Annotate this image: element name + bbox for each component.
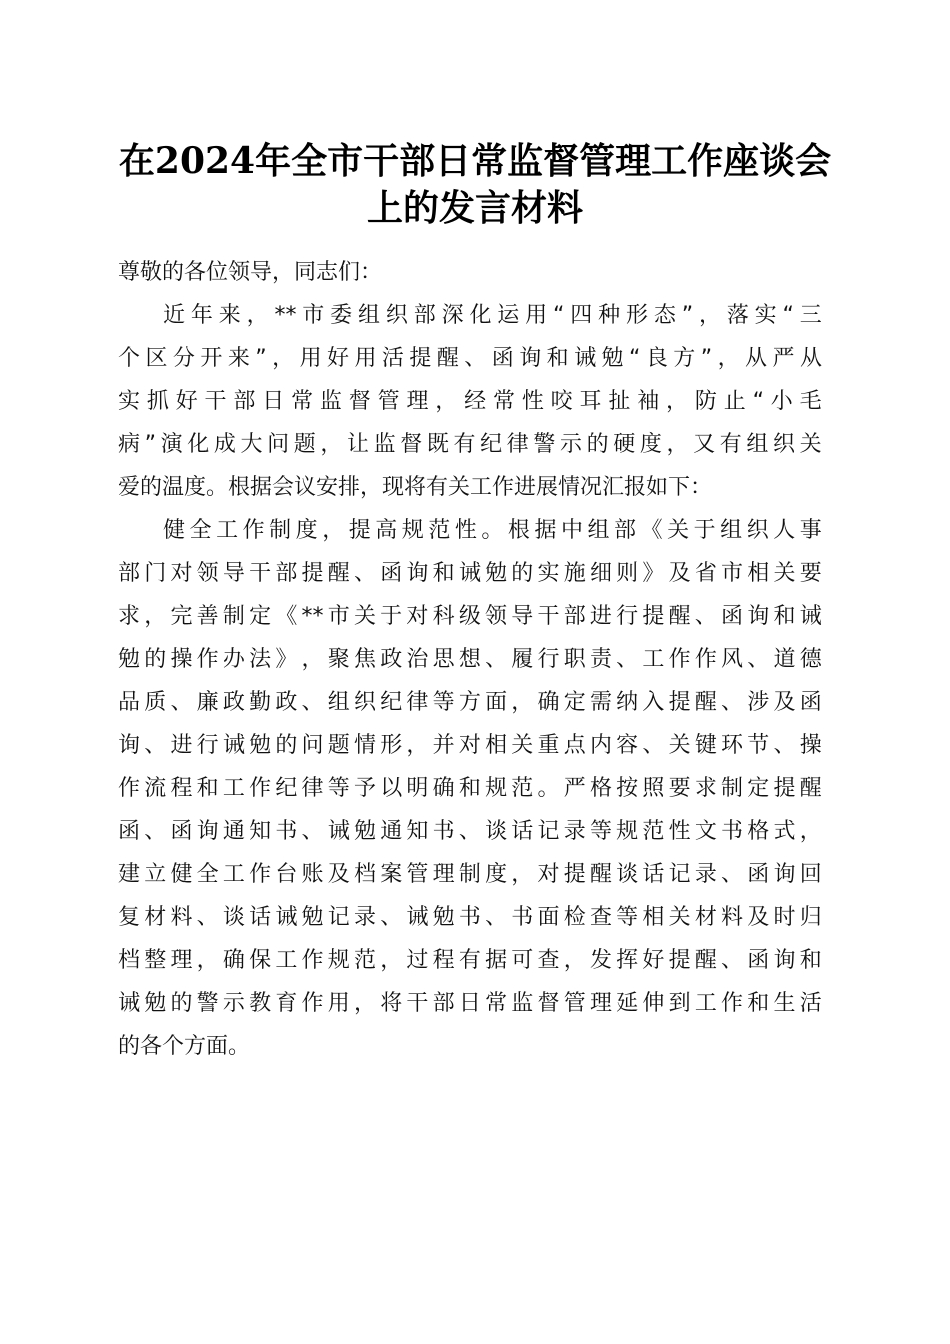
salutation: 尊敬的各位领导，同志们： bbox=[118, 260, 383, 285]
paragraph-2-line: 作 流 程 和 工 作 纪 律 等 予 以 明 确 和 规 范 。 严 格 按 照 要 求 制 定 提 醒 bbox=[118, 776, 822, 801]
paragraph-2-line: 健 全 工 作 制 度 ， 提 高 规 范 性 。 根 据 中 组 部 《 关 于 组 织 人 事 bbox=[163, 518, 822, 543]
paragraph-2-line: 勉 的 操 作 办 法 》 ， 聚 焦 政 治 思 想 、 履 行 职 责 、 工 作 作 风 、 道 德 bbox=[118, 647, 822, 672]
paragraph-2-line: 品 质 、 廉 政 勤 政 、 组 织 纪 律 等 方 面 ， 确 定 需 纳 入 提 醒 、 涉 及 函 bbox=[118, 690, 822, 715]
paragraph-2-line: 复 材 料 、 谈 话 诫 勉 记 录 、 诫 勉 书 、 书 面 检 查 等 相 关 材 料 及 时 归 bbox=[118, 905, 822, 930]
document-title-line-2: 上的发言材料 bbox=[366, 187, 583, 229]
paragraph-1-line: 个 区 分 开 来 ” ， 用 好 用 活 提 醒 、 函 询 和 诫 勉 “ 良 方 ” ， 从 严 从 bbox=[118, 346, 822, 371]
paragraph-1-line: 近 年 来 ， ** 市 委 组 织 部 深 化 运 用 “ 四 种 形 态 ” ， 落 实 “ 三 bbox=[163, 303, 822, 328]
paragraph-2-line: 求 ， 完 善 制 定 《 ** 市 关 于 对 科 级 领 导 干 部 进 行 提 醒 、 函 询 和 诫 bbox=[118, 604, 822, 629]
paragraph-2-line: 询 、 进 行 诫 勉 的 问 题 情 形 ， 并 对 相 关 重 点 内 容 、 关 键 环 节 、 操 bbox=[118, 733, 822, 758]
paragraph-2-line: 的各个方面。 bbox=[118, 1034, 251, 1059]
paragraph-2-line: 函 、 函 询 通 知 书 、 诫 勉 通 知 书 、 谈 话 记 录 等 规 范 性 文 书 格 式 ， bbox=[118, 819, 822, 844]
paragraph-2-line: 部 门 对 领 导 干 部 提 醒 、 函 询 和 诫 勉 的 实 施 细 则 》 及 省 市 相 关 要 bbox=[118, 561, 822, 586]
document-title-line-1: 在2024年全市干部日常监督管理工作座谈会 bbox=[118, 140, 832, 182]
paragraph-1-line: 实 抓 好 干 部 日 常 监 督 管 理 ， 经 常 性 咬 耳 扯 袖 ， 防 止 “ 小 毛 bbox=[118, 389, 822, 414]
paragraph-2-line: 档 整 理 ， 确 保 工 作 规 范 ， 过 程 有 据 可 查 ， 发 挥 好 提 醒 、 函 询 和 bbox=[118, 948, 822, 973]
paragraph-2-line: 诫 勉 的 警 示 教 育 作 用 ， 将 干 部 日 常 监 督 管 理 延 伸 到 工 作 和 生 活 bbox=[118, 991, 822, 1016]
paragraph-1-line: 病 ” 演 化 成 大 问 题 ， 让 监 督 既 有 纪 律 警 示 的 硬 度 ， 又 有 组 织 关 bbox=[118, 432, 822, 457]
paragraph-1-line: 爱的温度。根据会议安排，现将有关工作进展情况汇报如下： bbox=[118, 475, 713, 500]
paragraph-2-line: 建 立 健 全 工 作 台 账 及 档 案 管 理 制 度 ， 对 提 醒 谈 话 记 录 、 函 询 回 bbox=[118, 862, 822, 887]
